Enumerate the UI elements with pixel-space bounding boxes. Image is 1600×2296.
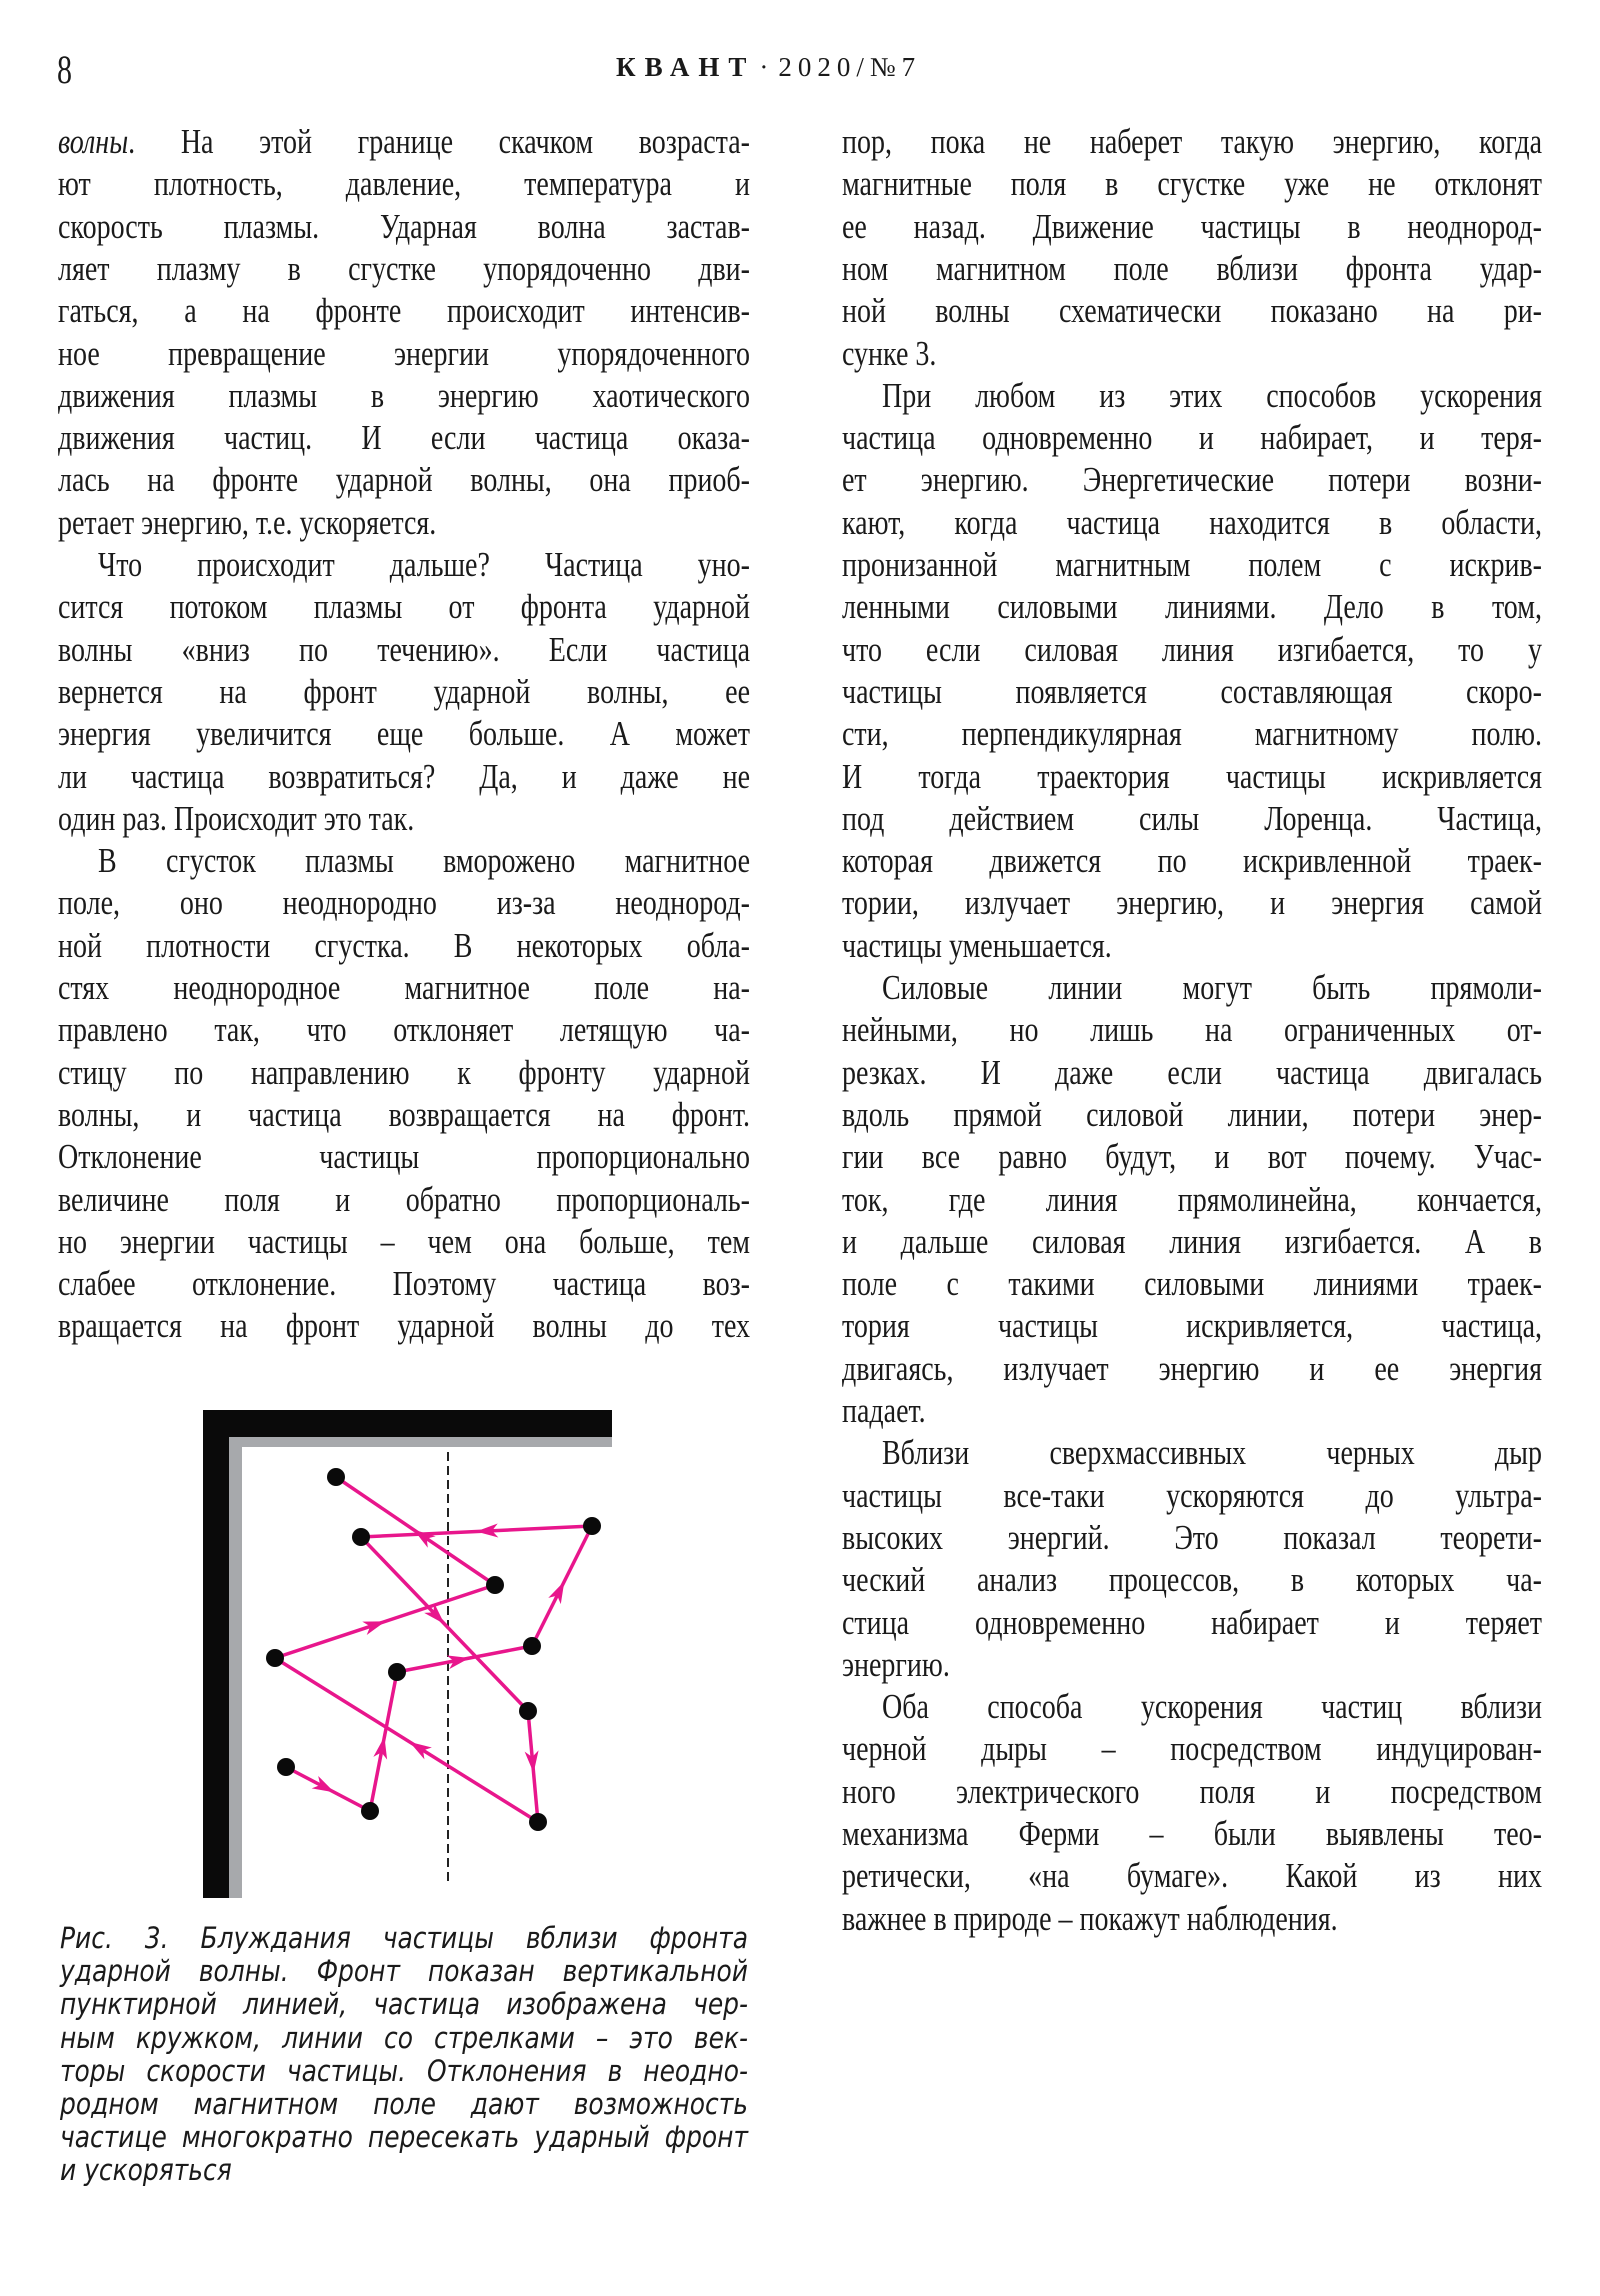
arrow-icon <box>373 1735 391 1759</box>
caption-line: ударной волны. Фронт показан вертикальной <box>60 1954 748 1989</box>
velocity-vector <box>361 1526 592 1537</box>
text-line: ретически, «на бумаге». Какой из них <box>842 1856 1542 1896</box>
running-head <box>616 52 921 82</box>
arrowhead-icon <box>410 1524 436 1548</box>
text-line: Вблизи сверхмассивных черных дыр <box>882 1433 1542 1473</box>
text-line: что если силовая линия изгибается, то у <box>842 629 1542 669</box>
text-line: кают, когда частица находится в области, <box>842 502 1542 542</box>
frame-top-bar <box>203 1410 612 1437</box>
text-line: правлено так, что отклоняет летящую ча- <box>58 1010 750 1050</box>
text-line: волны «вниз по течению». Если частица <box>58 629 750 669</box>
caption-line: пунктирной линией, частица изображена чер- <box>60 1987 748 2022</box>
velocity-vector <box>528 1711 538 1822</box>
text-line: ной волны схематически показано на ри- <box>842 291 1542 331</box>
issue-number: 2020/№7 <box>778 52 922 82</box>
arrowhead-icon <box>362 1615 387 1635</box>
text-line: ное превращение энергии упорядоченного <box>58 333 750 373</box>
text-line: Силовые линии могут быть прямоли- <box>882 968 1542 1007</box>
text-line: механизма Ферми – были выявлены тео- <box>842 1814 1542 1853</box>
particle-dot <box>583 1517 601 1535</box>
text-line: величине поля и обратно пропорциональ- <box>58 1179 750 1219</box>
text-line: падает. <box>842 1391 926 1430</box>
particle-dot <box>486 1576 504 1594</box>
text-line <box>58 121 750 163</box>
text-span: . На этой границе скачком возраста- <box>128 122 751 161</box>
text-line: энергию. <box>842 1644 950 1684</box>
particle-dot <box>523 1637 541 1655</box>
text-line: ляет плазму в сгустке упорядоченно дви- <box>58 248 750 288</box>
arrow-icon <box>406 1736 432 1760</box>
text-line: ли частица возвратиться? Да, и даже не <box>58 756 750 796</box>
text-line: сти, перпендикулярная магнитному полю. <box>842 714 1542 754</box>
text-line: скорость плазмы. Ударная волна застав- <box>58 206 750 246</box>
text-line: При любом из этих способов ускорения <box>882 375 1542 415</box>
text-line: вдоль прямой силовой линии, потери энер- <box>842 1094 1542 1134</box>
text-line: пор, пока не наберет такую энергию, когда <box>842 122 1542 161</box>
text-line: которая движется по искривленной траек- <box>842 841 1542 881</box>
velocity-vector <box>532 1526 592 1646</box>
text-line: ной плотности сгустка. В некоторых обла- <box>58 925 750 965</box>
particles <box>266 1468 601 1831</box>
text-line: частицы появляется составляющая скоро- <box>842 671 1542 711</box>
arrow-icon <box>362 1615 387 1635</box>
text-line: частицы все-таки ускоряются до ультра- <box>842 1475 1542 1515</box>
text-line: высоких энергий. Это показал теорети- <box>842 1517 1542 1557</box>
text-line: поле, оно неоднородно из-за неоднород- <box>58 883 750 923</box>
text-line: ном магнитном поле вблизи фронта удар- <box>842 248 1542 288</box>
text-line: ного электрического поля и посредством <box>842 1771 1542 1811</box>
particle-dot <box>352 1528 370 1546</box>
particle-dot <box>277 1758 295 1776</box>
particle-dot <box>529 1813 547 1831</box>
text-line: энергия увеличится еще больше. А может <box>58 714 750 754</box>
text-line: Что происходит дальше? Частица уно- <box>98 545 750 584</box>
arrowhead-icon <box>525 1750 541 1773</box>
arrowhead-icon <box>424 1603 449 1629</box>
arrow-icon <box>424 1603 449 1629</box>
text-line: тория частицы искривляется, частица, <box>842 1306 1542 1346</box>
text-line: В сгусток плазмы вморожено магнитное <box>98 841 750 881</box>
text-line: вернется на фронт ударной волны, ее <box>58 671 750 711</box>
arrow-icon <box>447 1651 471 1669</box>
velocity-vector <box>397 1646 532 1672</box>
text-line: частицы уменьшается. <box>842 925 1112 965</box>
text-line: двигаясь, излучает энергию и ее энергия <box>842 1348 1542 1388</box>
text-line: ее назад. Движение частицы в неоднород- <box>842 206 1542 246</box>
text-line: магнитные поля в сгустке уже не отклонят <box>842 164 1542 204</box>
velocity-vector <box>286 1767 370 1811</box>
text-line: сится потоком плазмы от фронта ударной <box>58 587 750 627</box>
text-line: черной дыры – посредством индуцирован- <box>842 1729 1542 1769</box>
text-line: ленными силовыми линиями. Дело в том, <box>842 587 1542 627</box>
arrow-icon <box>410 1524 436 1548</box>
frame-shadow-top <box>228 1437 612 1447</box>
frame-shadow-left <box>229 1437 242 1898</box>
arrowhead-icon <box>548 1578 570 1604</box>
velocity-vector <box>336 1477 495 1585</box>
velocity-vector <box>275 1658 538 1822</box>
text-line: ческий анализ процессов, в которых ча- <box>842 1560 1542 1600</box>
text-line: лась на фронте ударной волны, она приоб- <box>58 460 750 500</box>
particle-dot <box>388 1663 406 1681</box>
journal-title: КВАНТ <box>616 52 756 82</box>
text-line: резках. И даже если частица двигалась <box>842 1052 1542 1092</box>
text-line: ток, где линия прямолинейна, кончается, <box>842 1179 1542 1219</box>
text-line: ет энергию. Энергетические потери возни- <box>842 460 1542 500</box>
caption-line: торы скорости частицы. Отклонения в неодно- <box>60 2053 748 2088</box>
text-line: стица одновременно набирает и теряет <box>842 1602 1542 1642</box>
frame-left-bar <box>203 1410 229 1898</box>
text-line: волны, и частица возвращается на фронт. <box>58 1094 750 1134</box>
particle-dot <box>361 1802 379 1820</box>
arrow-icon <box>476 1523 499 1538</box>
text-line: И тогда траектория частицы искривляется <box>842 756 1542 796</box>
text-line: Оба способа ускорения частиц вблизи <box>882 1687 1542 1727</box>
arrowhead-icon <box>447 1651 471 1669</box>
text-line: вращается на фронт ударной волны до тех <box>58 1306 750 1346</box>
text-line: ретает энергию, т.е. ускоряется. <box>58 502 437 542</box>
text-line: под действием силы Лоренца. Частица, <box>842 798 1542 838</box>
italic-word: волны <box>58 122 129 161</box>
velocity-vector <box>370 1672 397 1811</box>
page-number: 8 <box>57 47 72 92</box>
text-line: пронизанной магнитным полем с искрив- <box>842 545 1542 584</box>
text-line: и дальше силовая линия изгибается. А в <box>842 1221 1542 1261</box>
arrowhead-icon <box>373 1735 391 1759</box>
arrow-icon <box>525 1750 541 1773</box>
text-line: стицу по направлению к фронту ударной <box>58 1052 750 1092</box>
text-line: слабее отклонение. Поэтому частица воз- <box>58 1264 750 1304</box>
arrowhead-icon <box>312 1776 338 1799</box>
velocity-vectors <box>275 1477 592 1822</box>
text-line: движения частиц. И если частица оказа- <box>58 418 750 458</box>
particle-dot <box>266 1649 284 1667</box>
caption-line: Рис. 3. Блуждания частицы вблизи фронта <box>60 1921 748 1955</box>
caption-line: частице многократно пересекать ударный фронт <box>60 2120 748 2155</box>
text-line: движения плазмы в энергию хаотического <box>58 375 750 415</box>
text-line: стях неоднородное магнитное поле на- <box>58 968 750 1007</box>
text-line: тории, излучает энергию, и энергия самой <box>842 883 1542 923</box>
caption-line: ным кружком, линии со стрелками – это век- <box>60 2020 748 2055</box>
caption-line: родном магнитном поле дают возможность <box>60 2087 748 2121</box>
text-line: но энергии частицы – чем она больше, тем <box>58 1221 750 1261</box>
particle-dot <box>327 1468 345 1486</box>
text-line: один раз. Происходит это так. <box>58 798 415 838</box>
velocity-vector <box>361 1537 528 1711</box>
text-line: гаться, а на фронте происходит интенсив- <box>58 291 750 331</box>
text-line: ют плотность, давление, температура и <box>58 164 750 204</box>
velocity-vector <box>275 1585 495 1658</box>
text-line: нейными, но лишь на ограниченных от- <box>842 1010 1542 1050</box>
arrow-icon <box>312 1776 338 1799</box>
particle-dot <box>519 1702 537 1720</box>
wall-frame <box>203 1410 612 1898</box>
text-line: Отклонение частицы пропорционально <box>58 1137 750 1177</box>
arrow-icon <box>548 1578 570 1604</box>
text-line: важнее в природе – покажут наблюдения. <box>842 1898 1338 1938</box>
text-line: поле с такими силовыми линиями траек- <box>842 1264 1542 1304</box>
text-line: гии все равно будут, и вот почему. Учас- <box>842 1137 1542 1177</box>
caption-line: и ускоряться <box>60 2153 232 2188</box>
arrowhead-icon <box>406 1736 432 1760</box>
text-line: сунке 3. <box>842 333 937 373</box>
text-line: частица одновременно и набирает, и теря- <box>842 418 1542 458</box>
arrowhead-icon <box>476 1523 499 1538</box>
running-head-separator: · <box>759 52 769 82</box>
